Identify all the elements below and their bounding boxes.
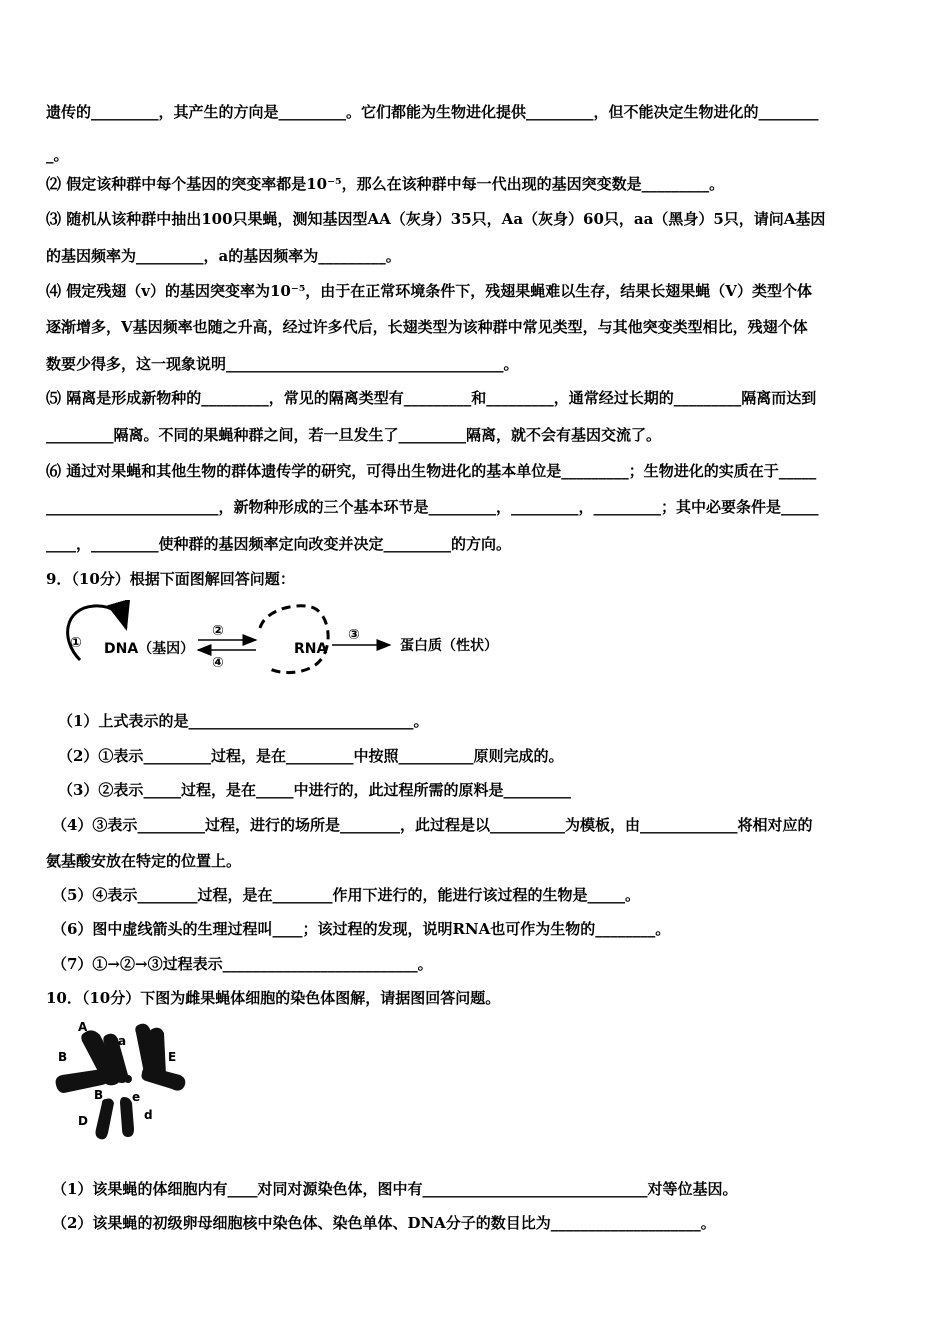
q9-title-text: 9．（10分）根据下面图解回答问题：	[46, 570, 295, 588]
label-1: ①	[70, 635, 82, 651]
chromosome-D	[96, 1099, 115, 1140]
gene-A: A	[78, 1020, 88, 1034]
q9-5: （5）④表示________过程，是在________作用下进行的，能进行该过程的生物是_____。	[52, 886, 640, 904]
q8-5-line-1: ⑸ 隔离是形成新物种的_________，常见的隔离类型有_________和_________，通常经过长期的_________隔离而达到	[46, 389, 817, 407]
label-3: ③	[348, 627, 360, 643]
gene-B-lower: B	[94, 1088, 104, 1102]
label-4: ④	[212, 655, 224, 671]
q9-3: （3）②表示_____过程，是在_____中进行的，此过程所需的原料是_________	[58, 781, 571, 799]
q8-3-line-1: ⑶ 随机从该种群中抽出100只果蝇，测知基因型AA（灰身）35只，Aa（灰身）60只，aa（黑身）5只，请问A基因	[46, 210, 826, 228]
q8-1-line-2: _。	[46, 146, 69, 164]
chromosome-dot-1	[110, 1069, 118, 1077]
rna-label: RNA	[294, 641, 328, 657]
q9-6: （6）图中虚线箭头的生理过程叫____；该过程的发现，说明RNA也可作为生物的________。	[52, 920, 671, 938]
central-dogma-diagram	[60, 600, 520, 680]
q8-4-line-3: 数要少得多，这一现象说明_____________________________________。	[46, 355, 519, 373]
q8-3-line-2: 的基因频率为_________，a的基因频率为_________。	[46, 247, 401, 265]
q8-6-line-1: ⑹ 通过对果蝇和其他生物的群体遗传学的研究，可得出生物进化的基本单位是_________；生物进化的实质在于_____	[46, 462, 817, 480]
q9-title	[46, 568, 295, 590]
rna-replication-dashed-loop	[260, 606, 328, 673]
label-2: ②	[212, 623, 224, 639]
q8-4-line-1: ⑷ 假定残翅（v）的基因突变率为10⁻⁵，由于在正常环境条件下，残翅果蝇难以生存，结果长翅果蝇（V）类型个体	[46, 282, 812, 300]
gene-E: E	[168, 1050, 177, 1064]
q9-1: （1）上式表示的是______________________________。	[58, 712, 429, 730]
q9-4-line-1: （4）③表示_________过程，进行的场所是________，此过程是以__________为模板，由_____________将相对应的	[52, 816, 813, 834]
chromosome-diagram	[48, 1015, 198, 1150]
q9-4-line-2: 氨基酸安放在特定的位置上。	[46, 852, 242, 870]
q10-title-text: 10．（10分）下图为雌果蝇体细胞的染色体图解，请据图回答问题。	[46, 989, 501, 1007]
gene-a: a	[118, 1034, 127, 1048]
dna-label: DNA（基因）	[104, 641, 195, 657]
q10-2: （2）该果蝇的初级卵母细胞核中染色体、染色单体、DNA分子的数目比为____________________。	[52, 1214, 716, 1232]
q9-7: （7）①→②→③过程表示__________________________。	[52, 955, 433, 973]
q8-6-line-2: _______________________，新物种形成的三个基本环节是_________，_________，_________；其中必要条件是_____	[46, 498, 819, 516]
q9-2: （2）①表示_________过程，是在_________中按照__________原则完成的。	[58, 747, 564, 765]
q8-1-line-1: 遗传的_________，其产生的方向是_________。它们都能为生物进化提供_________，但不能决定生物进化的________	[46, 103, 819, 121]
gene-e: e	[132, 1090, 141, 1104]
protein-label: 蛋白质（性状）	[400, 638, 498, 654]
q8-5-line-2: _________隔离。不同的果蝇种群之间，若一旦发生了_________隔离，就不会有基因交流了。	[46, 426, 662, 444]
chromosome-dot-2	[124, 1075, 132, 1083]
gene-B: B	[58, 1050, 68, 1064]
q8-6-line-3: ____，_________使种群的基因频率定向改变并决定_________的方向。	[46, 535, 512, 553]
gene-d: d	[144, 1108, 153, 1122]
q8-4-line-2: 逐渐增多，V基因频率也随之升高，经过许多代后，长翅类型为该种群中常见类型，与其他突变类型相比，残翅个体	[46, 318, 808, 336]
q8-2-line: ⑵ 假定该种群中每个基因的突变率都是10⁻⁵，那么在该种群中每一代出现的基因突变数是_________。	[46, 175, 725, 193]
q10-1: （1）该果蝇的体细胞内有____对同对源染色体，图中有______________________________对等位基因。	[52, 1180, 738, 1198]
gene-D: D	[78, 1114, 88, 1128]
q10-title	[46, 987, 500, 1009]
